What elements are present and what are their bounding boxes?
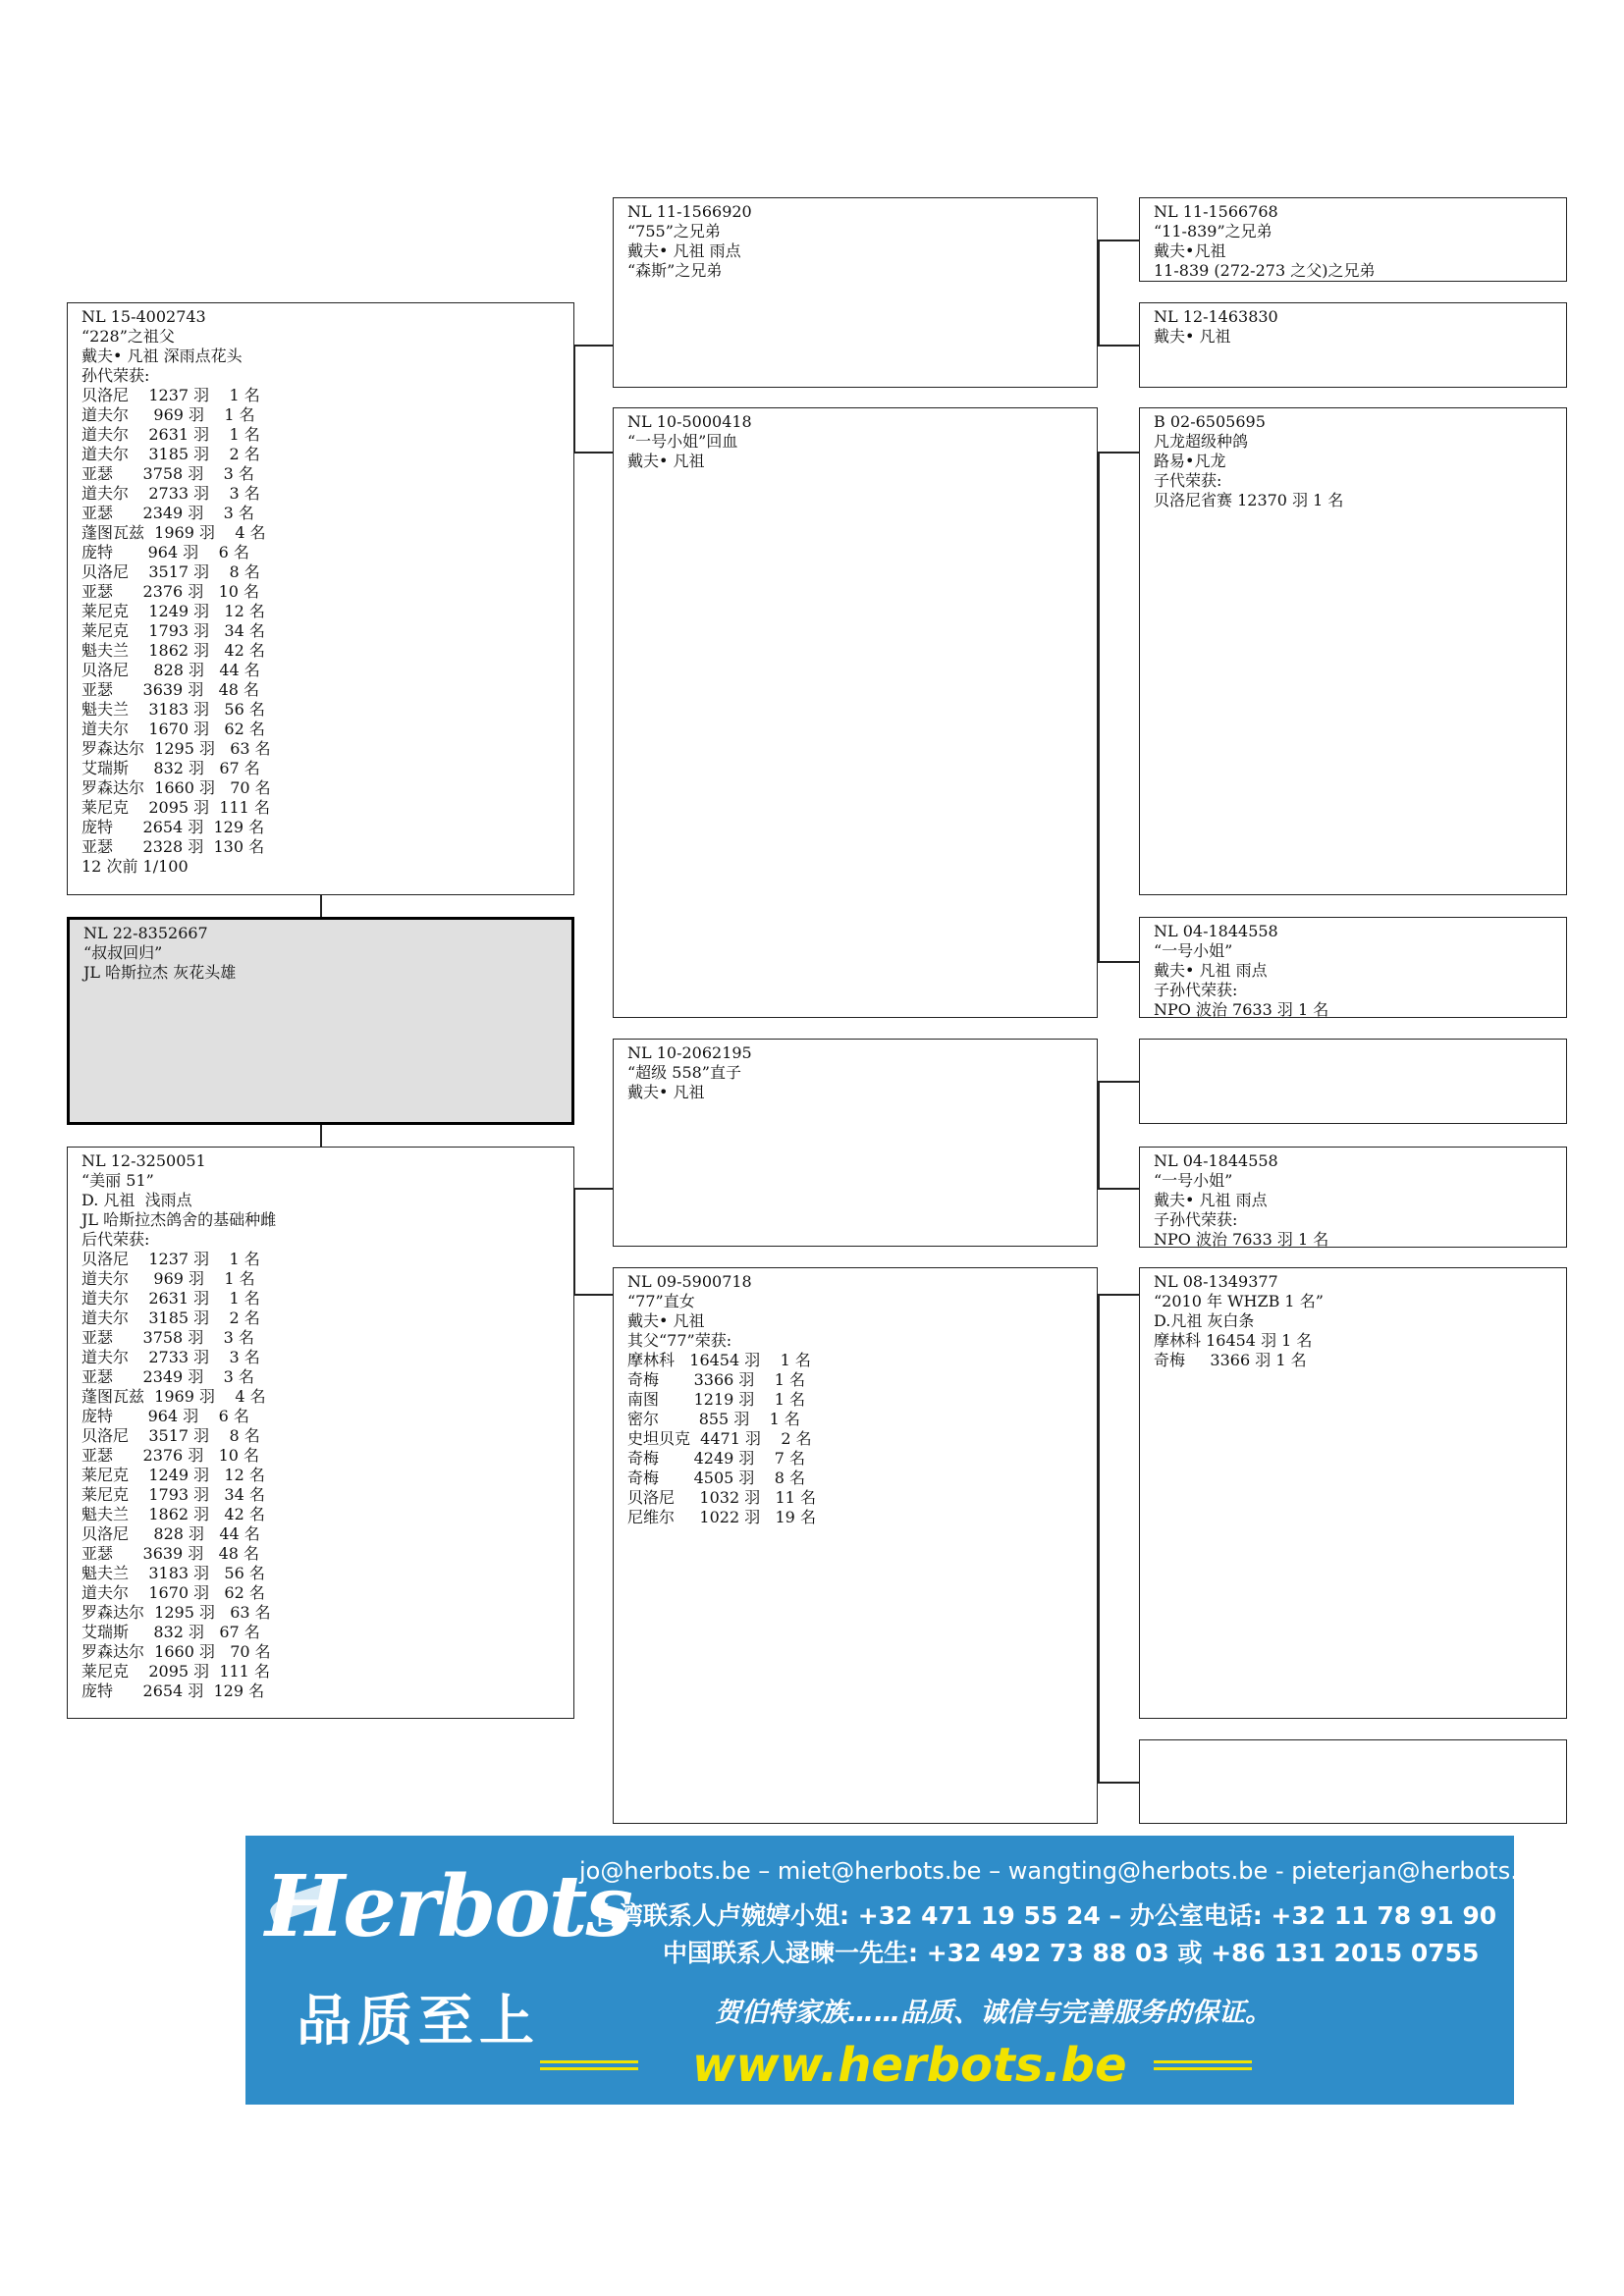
connector bbox=[1098, 1782, 1139, 1784]
pedigree-line: 道夫尔 2631 羽 1 名 bbox=[81, 425, 260, 444]
pedigree-line: 亚瑟 2349 羽 3 名 bbox=[81, 1367, 254, 1386]
pedigree-line: 南图 1219 羽 1 名 bbox=[627, 1390, 806, 1409]
pedigree-line: 戴夫• 凡祖 bbox=[627, 452, 705, 470]
sire-box bbox=[67, 302, 574, 895]
sire-sire-sire-box bbox=[1139, 197, 1567, 282]
pedigree-line: “森斯”之兄弟 bbox=[627, 261, 723, 280]
pedigree-line: 戴夫• 凡祖 bbox=[627, 1311, 705, 1330]
pedigree-line: 戴夫• 凡祖 雨点 bbox=[1154, 1191, 1268, 1209]
pedigree-line: 道夫尔 2631 羽 1 名 bbox=[81, 1289, 260, 1308]
pedigree-line: 亚瑟 2328 羽 130 名 bbox=[81, 837, 265, 856]
pedigree-line: 后代荣获: bbox=[81, 1230, 150, 1249]
pedigree-line: 莱尼克 1249 羽 12 名 bbox=[81, 602, 265, 620]
pedigree-line: 道夫尔 2733 羽 3 名 bbox=[81, 1348, 260, 1366]
pedigree-line: “11-839”之兄弟 bbox=[1154, 222, 1272, 240]
ring-number: NL 15-4002743 bbox=[81, 307, 206, 326]
pedigree-line: 莱尼克 1793 羽 34 名 bbox=[81, 621, 265, 640]
connector bbox=[320, 1125, 322, 1147]
pedigree-line: 庞特 2654 羽 129 名 bbox=[81, 1682, 265, 1700]
pedigree-line: “超级 558”直子 bbox=[627, 1063, 741, 1082]
ring-number: NL 08-1349377 bbox=[1154, 1272, 1278, 1291]
pedigree-line: 道夫尔 969 羽 1 名 bbox=[81, 1269, 255, 1288]
pedigree-line: 亚瑟 3758 羽 3 名 bbox=[81, 464, 254, 483]
pedigree-line: 史坦贝克 4471 羽 2 名 bbox=[627, 1429, 812, 1448]
pedigree-line: 道夫尔 2733 羽 3 名 bbox=[81, 484, 260, 503]
dam-sire-dam-box bbox=[1139, 1147, 1567, 1248]
pedigree-line: 莱尼克 2095 羽 111 名 bbox=[81, 798, 270, 817]
connector bbox=[1098, 1294, 1139, 1296]
ring-number: NL 22-8352667 bbox=[83, 924, 208, 942]
pedigree-line: 魁夫兰 1862 羽 42 名 bbox=[81, 641, 265, 660]
pedigree-line: 奇梅 3366 羽 1 名 bbox=[1154, 1351, 1307, 1369]
pedigree-line: 亚瑟 2376 羽 10 名 bbox=[81, 582, 260, 601]
connector bbox=[573, 345, 613, 347]
pedigree-line: 罗森达尔 1295 羽 63 名 bbox=[81, 739, 271, 758]
connector bbox=[1098, 240, 1100, 345]
pedigree-line: 贝洛尼 1237 羽 1 名 bbox=[81, 1250, 260, 1268]
pedigree-line: 道夫尔 3185 羽 2 名 bbox=[81, 445, 260, 463]
pedigree-line: 亚瑟 3639 羽 48 名 bbox=[81, 1544, 260, 1563]
connector bbox=[320, 895, 322, 917]
ring-number: B 02-6505695 bbox=[1154, 412, 1266, 431]
sire-dam-sire-box bbox=[1139, 407, 1567, 895]
pedigree-line: 奇梅 3366 羽 1 名 bbox=[627, 1370, 806, 1389]
pedigree-line: D.凡祖 灰白条 bbox=[1154, 1311, 1255, 1330]
pedigree-line: 道夫尔 1670 羽 62 名 bbox=[81, 1583, 265, 1602]
pedigree-line: 戴夫• 凡祖 bbox=[1154, 327, 1231, 346]
ring-number: NL 12-3250051 bbox=[81, 1151, 206, 1170]
pedigree-line: 贝洛尼 1032 羽 11 名 bbox=[627, 1488, 816, 1507]
pedigree-line: 密尔 855 羽 1 名 bbox=[627, 1410, 800, 1428]
pedigree-line: 魁夫兰 3183 羽 56 名 bbox=[81, 1564, 265, 1582]
ring-number: NL 10-5000418 bbox=[627, 412, 752, 431]
decorative-dash-left bbox=[540, 2060, 638, 2070]
dam-box bbox=[67, 1147, 574, 1719]
connector bbox=[1098, 1081, 1139, 1083]
pedigree-line: 艾瑞斯 832 羽 67 名 bbox=[81, 759, 260, 777]
pedigree-line: 贝洛尼 828 羽 44 名 bbox=[81, 1524, 260, 1543]
pedigree-line: 凡龙超级种鸽 bbox=[1154, 432, 1249, 451]
pedigree-line: 孙代荣获: bbox=[81, 366, 150, 385]
pedigree-line: 摩林科 16454 羽 1 名 bbox=[1154, 1331, 1313, 1350]
pedigree-line: 道夫尔 3185 羽 2 名 bbox=[81, 1308, 260, 1327]
pedigree-line: “一号小姐” bbox=[1154, 941, 1233, 960]
pedigree-line: 摩林科 16454 羽 1 名 bbox=[627, 1351, 811, 1369]
pedigree-line: “美丽 51” bbox=[81, 1171, 154, 1190]
pedigree-line: 道夫尔 969 羽 1 名 bbox=[81, 405, 255, 424]
family-tagline: 贺伯特家族……品质、诚信与完善服务的保证。 bbox=[715, 1998, 1272, 2028]
pedigree-line: 戴夫• 凡祖 雨点 bbox=[1154, 961, 1268, 980]
pedigree-line: 子孙代荣获: bbox=[1154, 981, 1238, 999]
pedigree-line: 子代荣获: bbox=[1154, 471, 1222, 490]
pedigree-line: “755”之兄弟 bbox=[627, 222, 721, 240]
ring-number: NL 10-2062195 bbox=[627, 1043, 752, 1062]
subject-box bbox=[67, 917, 574, 1125]
pedigree-line: 奇梅 4505 羽 8 名 bbox=[627, 1468, 806, 1487]
pedigree-line: 贝洛尼 828 羽 44 名 bbox=[81, 661, 260, 679]
ring-number: NL 09-5900718 bbox=[627, 1272, 752, 1291]
pedigree-line: 庞特 964 羽 6 名 bbox=[81, 543, 249, 561]
dam-dam-sire-box bbox=[1139, 1267, 1567, 1719]
pedigree-line: “一号小姐” bbox=[1154, 1171, 1233, 1190]
pedigree-line: 蓬图瓦兹 1969 羽 4 名 bbox=[81, 523, 266, 542]
pedigree-line: 艾瑞斯 832 羽 67 名 bbox=[81, 1623, 260, 1641]
contact-emails[interactable]: jo@herbots.be – miet@herbots.be – wangting@herbots.be - pieterjan@herbots.be bbox=[579, 1857, 1547, 1885]
connector bbox=[573, 452, 613, 454]
pedigree-line: 其父“77”荣获: bbox=[627, 1331, 732, 1350]
pedigree-line: “228”之祖父 bbox=[81, 327, 175, 346]
pedigree-line: NPO 波治 7633 羽 1 名 bbox=[1154, 1230, 1329, 1248]
taiwan-contact: 台湾联系人卢婉婷小姐: +32 471 19 55 24 – 办公室电话: +32 11 78 91 90 bbox=[594, 1901, 1497, 1930]
decorative-dash-right bbox=[1154, 2060, 1252, 2070]
pedigree-line: 戴夫• 凡祖 bbox=[627, 1083, 705, 1101]
connector bbox=[1098, 345, 1139, 347]
pedigree-line: 道夫尔 1670 羽 62 名 bbox=[81, 720, 265, 738]
pedigree-line: “77”直女 bbox=[627, 1292, 695, 1310]
pedigree-line: 莱尼克 2095 羽 111 名 bbox=[81, 1662, 270, 1681]
pedigree-line: 尼维尔 1022 羽 19 名 bbox=[627, 1508, 816, 1526]
connector bbox=[573, 1294, 613, 1296]
connector bbox=[1098, 961, 1139, 963]
pedigree-line: 11-839 (272-273 之父)之兄弟 bbox=[1154, 261, 1376, 280]
ring-number: NL 04-1844558 bbox=[1154, 922, 1278, 940]
pedigree-line: “2010 年 WHZB 1 名” bbox=[1154, 1292, 1324, 1310]
sire-sire-dam-box bbox=[1139, 302, 1567, 388]
pedigree-line: 戴夫• 凡祖 深雨点花头 bbox=[81, 347, 243, 365]
pedigree-line: 亚瑟 2349 羽 3 名 bbox=[81, 504, 254, 522]
pedigree-line: 庞特 964 羽 6 名 bbox=[81, 1407, 249, 1425]
ring-number: NL 04-1844558 bbox=[1154, 1151, 1278, 1170]
pedigree-line: 奇梅 4249 羽 7 名 bbox=[627, 1449, 806, 1468]
sire-dam-dam-box bbox=[1139, 917, 1567, 1018]
pedigree-line: 亚瑟 3639 羽 48 名 bbox=[81, 680, 260, 699]
dam-sire-sire-box bbox=[1139, 1039, 1567, 1124]
slogan: 品质至上 bbox=[297, 1990, 540, 2054]
pedigree-line: 贝洛尼 3517 羽 8 名 bbox=[81, 1426, 260, 1445]
connector bbox=[1098, 452, 1100, 961]
pedigree-line: 蓬图瓦兹 1969 羽 4 名 bbox=[81, 1387, 266, 1406]
website-link[interactable]: www.herbots.be bbox=[692, 2038, 1127, 2093]
pedigree-line: 亚瑟 3758 羽 3 名 bbox=[81, 1328, 254, 1347]
connector bbox=[1098, 240, 1139, 241]
connector bbox=[573, 1188, 613, 1190]
pedigree-line: 子孙代荣获: bbox=[1154, 1210, 1238, 1229]
connector bbox=[1098, 1081, 1100, 1188]
pedigree-line: 贝洛尼 3517 羽 8 名 bbox=[81, 562, 260, 581]
sire-sire-box bbox=[613, 197, 1098, 388]
dam-sire-box bbox=[613, 1039, 1098, 1247]
pedigree-line: 魁夫兰 1862 羽 42 名 bbox=[81, 1505, 265, 1523]
pedigree-line: 贝洛尼 1237 羽 1 名 bbox=[81, 386, 260, 404]
pedigree-line: 路易•凡龙 bbox=[1154, 452, 1226, 470]
pedigree-line: JL 哈斯拉杰 灰花头雄 bbox=[83, 963, 237, 982]
pedigree-line: 罗森达尔 1295 羽 63 名 bbox=[81, 1603, 271, 1622]
herbots-banner bbox=[245, 1836, 1547, 2105]
pedigree-line: JL 哈斯拉杰鸽舍的基础种雌 bbox=[81, 1210, 277, 1229]
pedigree-line: 庞特 2654 羽 129 名 bbox=[81, 818, 265, 836]
pedigree-line: 12 次前 1/100 bbox=[81, 857, 189, 876]
connector bbox=[1098, 1294, 1100, 1782]
connector bbox=[1098, 1188, 1139, 1190]
pedigree-line: 亚瑟 2376 羽 10 名 bbox=[81, 1446, 260, 1465]
herbots-logo: Herbots bbox=[265, 1857, 631, 1956]
china-contact: 中国联系人逯暕一先生: +32 492 73 88 03 或 +86 131 2015 0755 bbox=[663, 1939, 1480, 1967]
ring-number: NL 11-1566920 bbox=[627, 202, 752, 221]
ring-number: NL 11-1566768 bbox=[1154, 202, 1278, 221]
pedigree-line: D. 凡祖 浅雨点 bbox=[81, 1191, 192, 1209]
pedigree-line: “叔叔回归” bbox=[83, 943, 163, 962]
pedigree-line: NPO 波治 7633 羽 1 名 bbox=[1154, 1000, 1329, 1018]
pedigree-line: 魁夫兰 3183 羽 56 名 bbox=[81, 700, 265, 719]
pedigree-line: 罗森达尔 1660 羽 70 名 bbox=[81, 1642, 271, 1661]
pedigree-line: 罗森达尔 1660 羽 70 名 bbox=[81, 778, 271, 797]
dam-dam-dam-box bbox=[1139, 1739, 1567, 1824]
connector bbox=[1098, 452, 1139, 454]
pedigree-line: 莱尼克 1793 羽 34 名 bbox=[81, 1485, 265, 1504]
dam-dam-box bbox=[613, 1267, 1098, 1824]
pedigree-line: “一号小姐”回血 bbox=[627, 432, 738, 451]
sire-dam-box bbox=[613, 407, 1098, 1018]
pedigree-line: 贝洛尼省赛 12370 羽 1 名 bbox=[1154, 491, 1344, 509]
pedigree-line: 戴夫• 凡祖 雨点 bbox=[627, 241, 741, 260]
pedigree-line: 戴夫•凡祖 bbox=[1154, 241, 1226, 260]
ring-number: NL 12-1463830 bbox=[1154, 307, 1278, 326]
pedigree-line: 莱尼克 1249 羽 12 名 bbox=[81, 1466, 265, 1484]
